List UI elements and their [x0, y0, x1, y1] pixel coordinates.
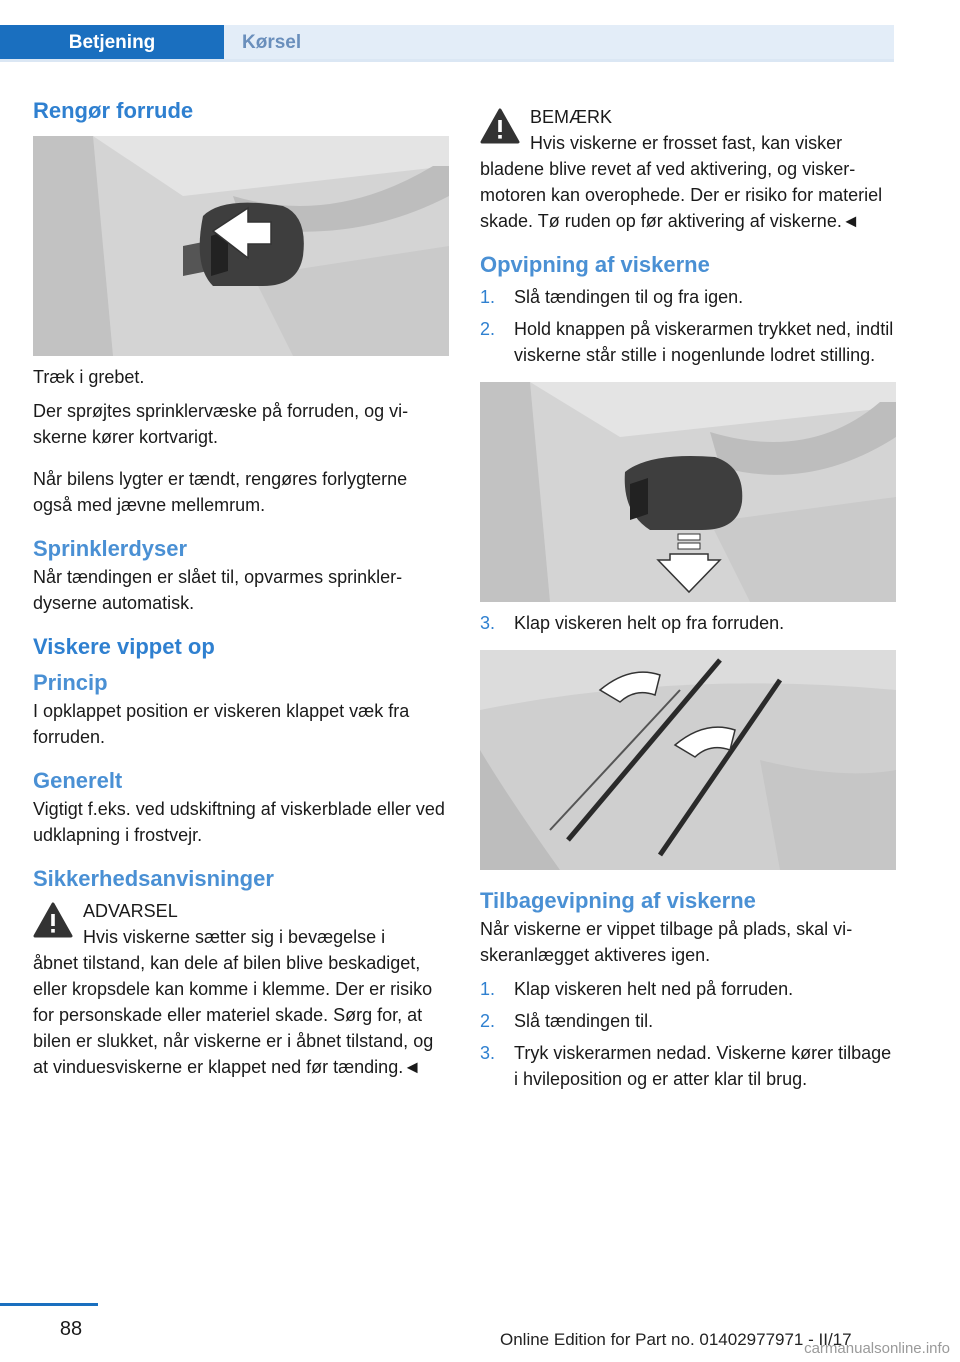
tab-betjening[interactable]: Betjening	[0, 25, 224, 61]
heading-nozzles: Sprinklerdyser	[33, 536, 188, 561]
list-item: 1. Klap viskeren helt ned på forruden.	[480, 979, 794, 999]
list-item: 2. Slå tændingen til.	[480, 1011, 654, 1031]
watermark: carmanualsonline.info	[804, 1340, 950, 1357]
list-item: 1. Slå tændingen til og fra igen.	[480, 287, 744, 307]
footer-rule	[0, 1303, 98, 1306]
text-flip-back: Når viskerne er vippet tilbage på plads, skal viskeranlægget aktiveres igen.	[480, 919, 853, 965]
tab-divider	[0, 59, 894, 62]
flip-steps-list-continued	[480, 610, 896, 636]
page-number: 88	[59, 1318, 83, 1340]
figure-wiper-lever-pull	[33, 136, 449, 356]
note-text: bladene blive revet af ved aktivering, og viskermotoren kan overophede. Der er risiko for materiel skade. Tø ruden op før aktivering af viskerne.◄	[480, 159, 883, 231]
note-box	[480, 104, 896, 234]
caution-triangle-icon	[480, 108, 520, 149]
text-general: Vigtigt f.eks. ved udskiftning af viskerblade eller ved udklapning i frostvejr.	[33, 799, 445, 845]
warning-text-first: Hvis viskerne sætter sig i bevægelse i	[83, 927, 386, 947]
flip-steps-list	[480, 284, 896, 368]
list-item: 3. Tryk viskerarmen nedad. Viskerne kører tilbage i hvileposition og er atter klar til brug.	[480, 1043, 892, 1089]
text-principle: I opklappet position er viskeren klappet væk fra forruden.	[33, 701, 410, 747]
heading-general: Generelt	[33, 768, 123, 793]
edition-text: Online Edition for Part no. 01402977971 - II/17	[500, 1330, 852, 1349]
back-steps-list	[480, 976, 896, 1092]
list-item: 3. Klap viskeren helt op fra forruden.	[480, 613, 785, 633]
heading-clean-windshield: Rengør forrude	[33, 98, 194, 123]
warning-box	[33, 898, 449, 1080]
heading-tilted-wipers: Viskere vippet op	[33, 634, 215, 659]
note-title: BEMÆRK	[530, 107, 613, 127]
warning-triangle-icon	[33, 902, 73, 943]
list-item: 2. Hold knappen på viskerarmen trykket ned, indtil viskerne står stille i nogenlunde lodret stilling.	[480, 319, 894, 365]
heading-flip-up: Opvipning af viskerne	[480, 252, 710, 277]
figure-wiper-arms-up	[480, 650, 896, 870]
heading-safety: Sikkerhedsanvisninger	[33, 866, 274, 891]
note-text-first: Hvis viskerne er frosset fast, kan visker	[530, 133, 843, 153]
tab-korsel[interactable]: Kørsel	[224, 25, 894, 61]
figure-wiper-lever-push	[480, 382, 896, 602]
text-spray: Der sprøjtes sprinklervæske på forruden, og viskerne kører kortvarigt.	[33, 401, 409, 447]
text-headlights: Når bilens lygter er tændt, rengøres forlygterne også med jævne mellemrum.	[33, 469, 408, 515]
left-column	[33, 96, 449, 1080]
right-column	[480, 104, 896, 1098]
warning-text: åbnet tilstand, kan dele af bilen blive beskadiget, eller kropsdele kan komme i klemme. Der er risiko for personskade eller materiel skade. Sørg for, at bilen er slukket, når viskerne er i åbnet tilstand, og at vinduesviskerne er klappet ned før tænding.◄	[33, 953, 434, 1077]
text-pull-lever: Træk i grebet.	[33, 367, 145, 387]
chapter-tabs	[0, 25, 894, 61]
warning-title: ADVARSEL	[83, 901, 178, 921]
text-nozzles: Når tændingen er slået til, opvarmes sprinklerdyserne automatisk.	[33, 567, 403, 613]
heading-flip-back: Tilbagevipning af viskerne	[480, 888, 756, 913]
heading-principle: Princip	[33, 670, 108, 695]
